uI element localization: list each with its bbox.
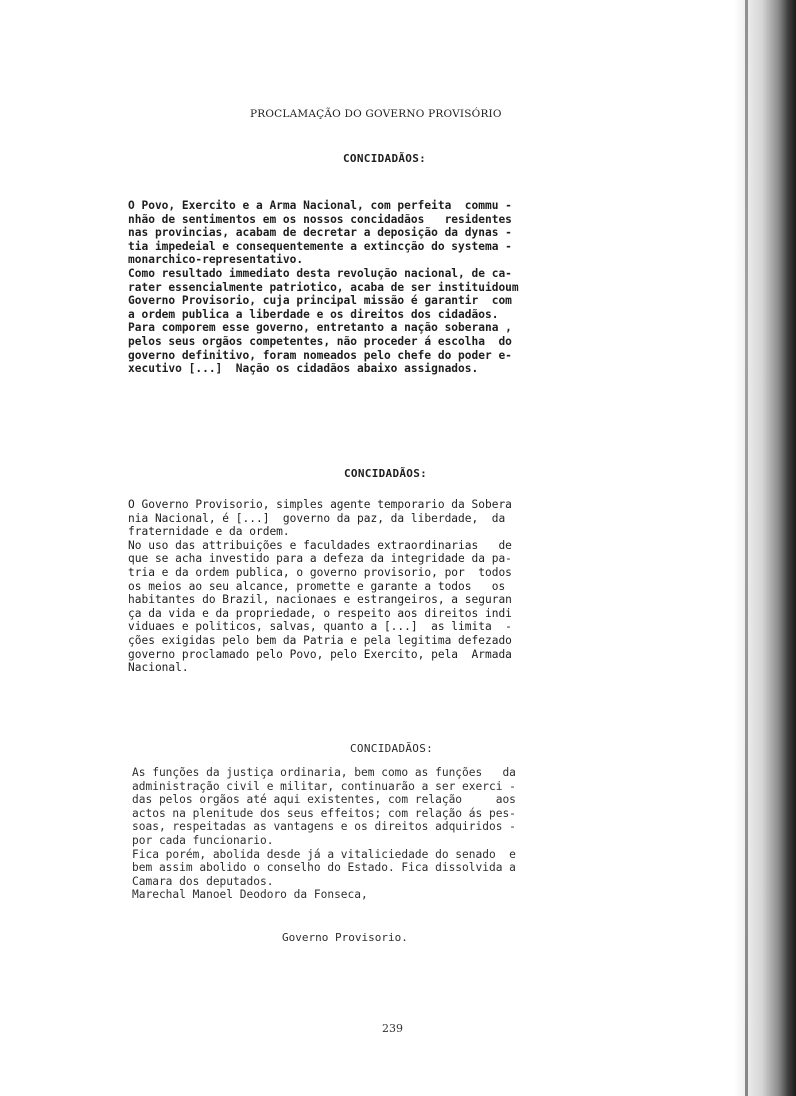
text-line: nhão de sentimentos em os nossos concidadãos residentes bbox=[128, 212, 512, 226]
text-line: fraternidade e da ordem. bbox=[128, 525, 290, 539]
section-3-body bbox=[132, 766, 632, 902]
text-line: Marechal Manoel Deodoro da Fonseca, bbox=[132, 888, 368, 902]
text-line: Para comporem esse governo, entretanto a nação soberana , bbox=[128, 321, 512, 335]
text-line: bem assim abolido o conselho do Estado. Fica dissolvida a bbox=[132, 861, 516, 875]
text-line: O Povo, Exercito e a Arma Nacional, com perfeita commu - bbox=[128, 199, 512, 212]
text-line: os meios ao seu alcance, promette e garante a todos os bbox=[128, 579, 506, 593]
text-line: Como resultado immediato desta revolução nacional, de ca- bbox=[128, 266, 512, 280]
text-line: que se acha investido para a defeza da integridade da pa- bbox=[128, 552, 512, 566]
page-edge-line bbox=[745, 0, 748, 1096]
section-1-body bbox=[128, 199, 628, 376]
text-line: Nacional. bbox=[128, 661, 189, 675]
text-line: viduaes e politicos, salvas, quanto a [...] as limita - bbox=[128, 620, 512, 634]
page-number: 239 bbox=[382, 1022, 403, 1035]
text-line: governo proclamado pelo Povo, pelo Exercito, pela Armada bbox=[128, 647, 512, 661]
text-line: habitantes do Brazil, nacionaes e estrangeiros, a seguran bbox=[128, 593, 512, 607]
text-line: ça da vida e da propriedade, o respeito aos direitos indi bbox=[128, 606, 512, 620]
page-edge-shadow bbox=[734, 0, 796, 1096]
page-title: PROCLAMAÇÃO DO GOVERNO PROVISÓRIO bbox=[250, 108, 502, 120]
text-line: xecutivo [...] Nação os cidadãos abaixo assignados. bbox=[128, 362, 479, 376]
text-line: nia Nacional, é [...] governo da paz, da liberdade, da bbox=[128, 511, 506, 525]
text-line: administração civil e militar, continuarão a ser exerci - bbox=[132, 779, 516, 793]
text-line: ções exigidas pelo bem da Patria e pela legitima defezado bbox=[128, 633, 512, 647]
text-line: No uso das attribuições e faculdades extraordinarias de bbox=[128, 538, 512, 552]
text-line: por cada funcionario. bbox=[132, 833, 274, 847]
text-line: das pelos orgãos até aqui existentes, com relação aos bbox=[132, 793, 516, 807]
text-line: As funções da justiça ordinaria, bem como as funções da bbox=[132, 766, 516, 779]
text-line: Camara dos deputados. bbox=[132, 874, 274, 888]
text-line: soas, respeitadas as vantagens e os direitos adquiridos - bbox=[132, 820, 516, 834]
text-line: Fica porém, abolida desde já a vitaliciedade do senado e bbox=[132, 847, 516, 861]
text-line: tia impedeial e consequentemente a extincção do systema - bbox=[128, 239, 512, 253]
text-line: a ordem publica a liberdade e os direitos dos cidadãos. bbox=[128, 307, 499, 321]
text-line: pelos seus orgãos competentes, não proceder á escolha do bbox=[128, 334, 512, 348]
section-2-heading: CONCIDADÃOS: bbox=[344, 467, 428, 480]
text-line: rater essencialmente patriotico, acaba de ser instituidoum bbox=[128, 280, 519, 294]
text-line: O Governo Provisorio, simples agente temporario da Sobera bbox=[128, 498, 512, 511]
text-line: governo definitivo, foram nomeados pelo chefe do poder e- bbox=[128, 348, 512, 362]
text-line: Governo Provisorio, cuja principal missão é garantir com bbox=[128, 294, 512, 308]
text-line: monarchico-representativo. bbox=[128, 253, 304, 267]
text-line: tria e da ordem publica, o governo provisorio, por todos bbox=[128, 565, 512, 579]
text-line: nas provincias, acabam de decretar a deposição da dynas - bbox=[128, 226, 512, 240]
section-2-body bbox=[128, 498, 628, 675]
section-3-heading: CONCIDADÃOS: bbox=[350, 742, 434, 755]
signature: Governo Provisorio. bbox=[282, 931, 408, 944]
section-1-heading: CONCIDADÃOS: bbox=[343, 152, 427, 165]
text-line: actos na plenitude dos seus effeitos; com relação ás pes- bbox=[132, 806, 516, 820]
